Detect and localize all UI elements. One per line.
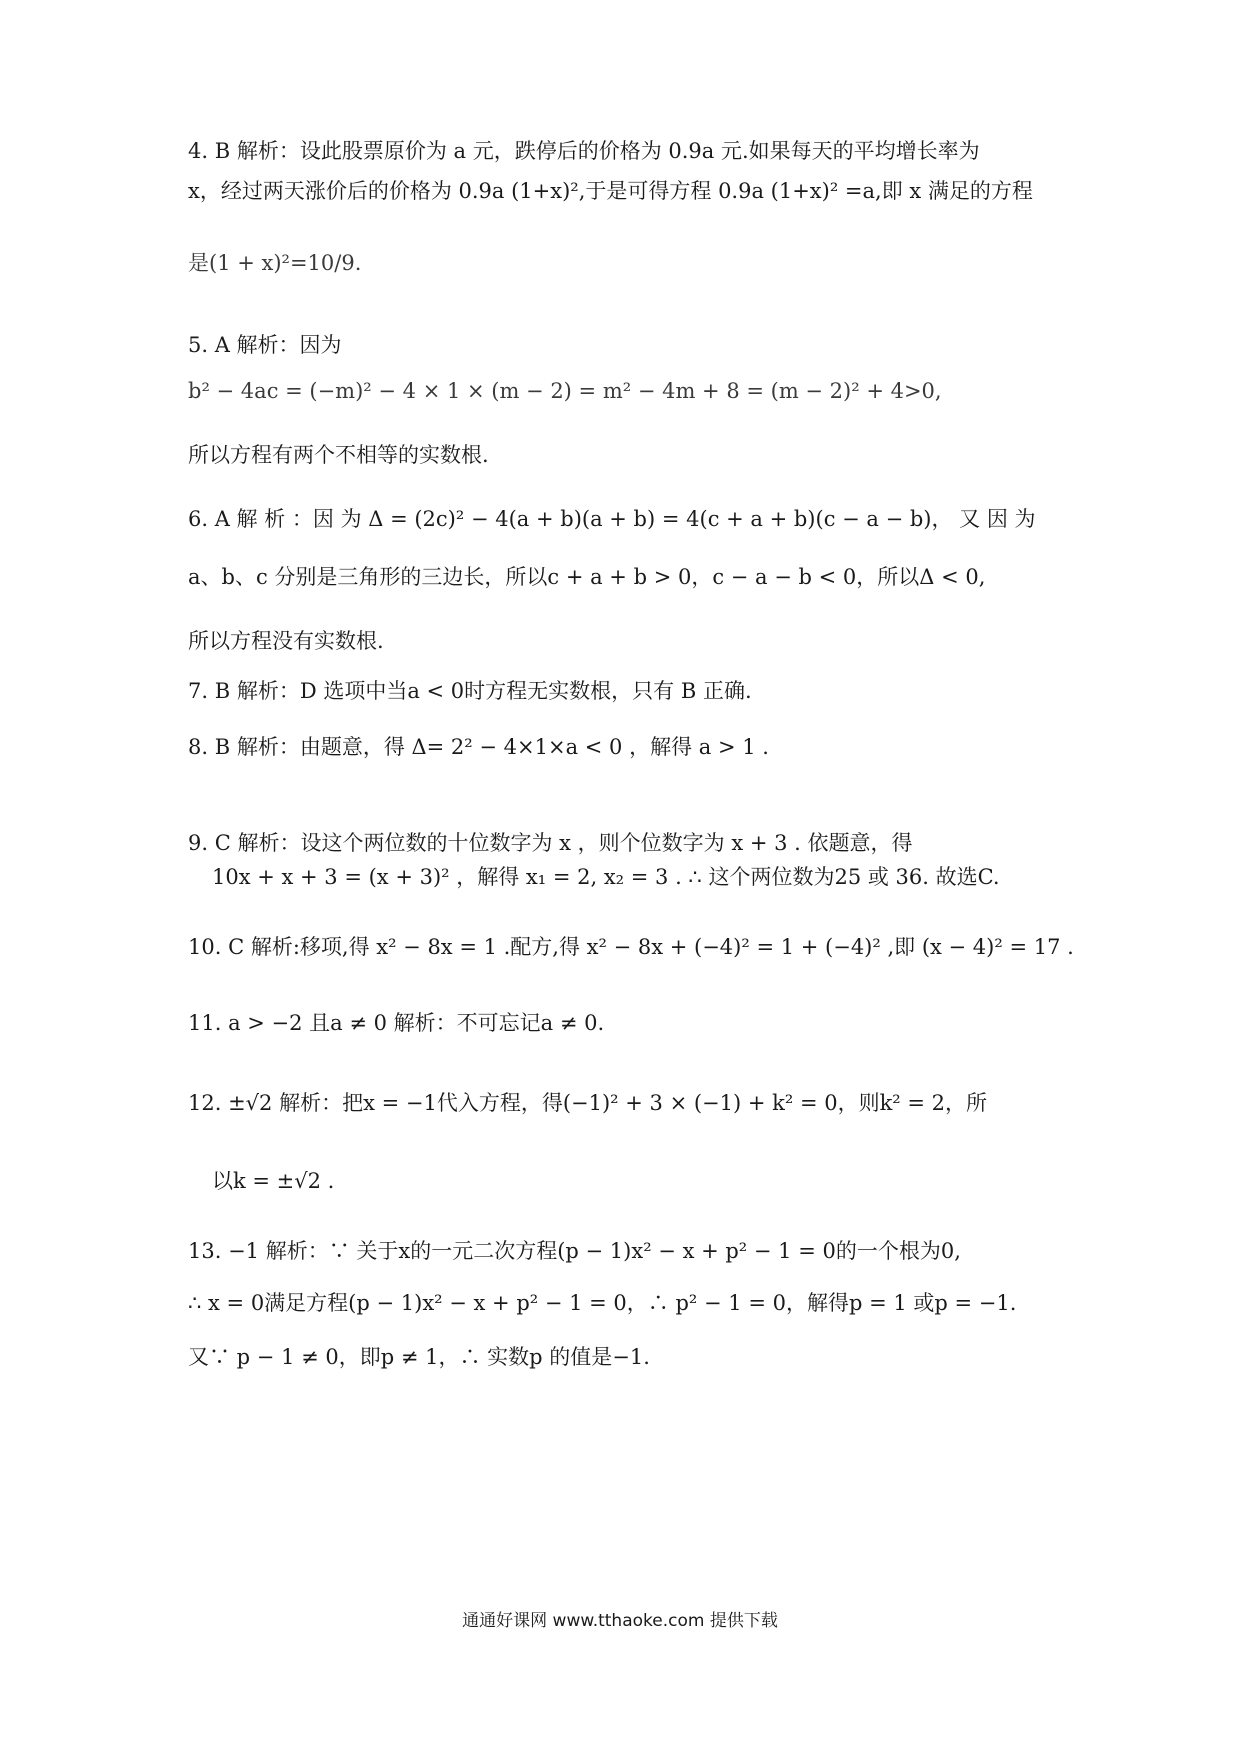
answer-12-line-1: 12. ±√2 解析：把x = −1代入方程，得(−1)² + 3 × (−1) + k² = 0，则k² = 2，所 [188,1091,988,1115]
answer-6-line-2: a、b、c 分别是三角形的三边长，所以c + a + b > 0，c − a − b < 0，所以Δ < 0, [188,565,986,589]
answer-12-line-2: 以k = ±√2 . [212,1169,335,1193]
answer-11-line-1: 11. a > −2 且a ≠ 0 解析：不可忘记a ≠ 0. [188,1011,605,1035]
answer-8-line-1: 8. B 解析：由题意，得 Δ= 2² − 4×1×a < 0 ，解得 a > 1 . [188,735,769,759]
answer-13-line-1: 13. −1 解析：∵ 关于x的一元二次方程(p − 1)x² − x + p² − 1 = 0的一个根为0, [188,1239,961,1263]
answer-10-line-1: 10. C 解析:移项,得 x² − 8x = 1 .配方,得 x² − 8x + (−4)² = 1 + (−4)² ,即 (x − 4)² = 17 . [188,935,1074,959]
answer-13-line-3: 又∵ p − 1 ≠ 0，即p ≠ 1，∴ 实数p 的值是−1. [188,1345,650,1369]
answer-4-line-2: x，经过两天涨价后的价格为 0.9a (1+x)²,于是可得方程 0.9a (1+x)² =a,即 x 满足的方程 [188,179,1033,203]
answer-4-line-1: 4. B 解析：设此股票原价为 a 元，跌停后的价格为 0.9a 元.如果每天的平均增长率为 [188,139,980,163]
answer-9-line-2: 10x + x + 3 = (x + 3)² ，解得 x₁ = 2, x₂ = 3 . ∴ 这个两位数为25 或 36. 故选C. [212,865,1000,889]
page-footer: 通通好课网 www.tthaoke.com 提供下载 [462,1611,778,1631]
answer-5-line-3: 所以方程有两个不相等的实数根. [188,443,489,467]
answer-5-line-1: 5. A 解析：因为 [188,333,342,357]
answer-4-line-3: 是(1 + x)²=10/9. [188,251,362,275]
answer-7-line-1: 7. B 解析：D 选项中当a < 0时方程无实数根，只有 B 正确. [188,679,752,703]
answer-9-line-1: 9. C 解析：设这个两位数的十位数字为 x ，则个位数字为 x + 3 . 依题意，得 [188,831,913,855]
answer-6-line-3: 所以方程没有实数根. [188,629,384,653]
answer-6-line-1: 6. A 解 析 ：因 为 Δ = (2c)² − 4(a + b)(a + b) = 4(c + a + b)(c − a − b)， 又 因 为 [188,507,1036,531]
answer-5-line-2: b² − 4ac = (−m)² − 4 × 1 × (m − 2) = m² − 4m + 8 = (m − 2)² + 4>0, [188,379,942,403]
answer-13-line-2: ∴ x = 0满足方程(p − 1)x² − x + p² − 1 = 0，∴ p² − 1 = 0，解得p = 1 或p = −1. [188,1291,1017,1315]
